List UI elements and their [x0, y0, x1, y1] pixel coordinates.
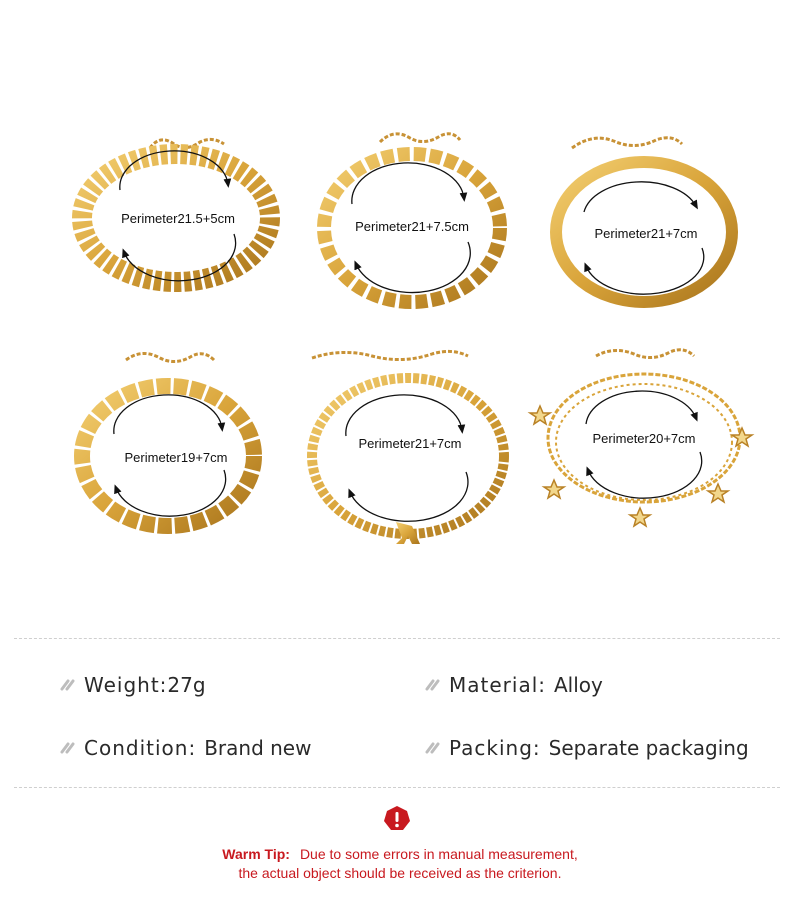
spec-packing: [425, 736, 749, 760]
bullet-icon: [60, 679, 78, 691]
perimeter-label: Perimeter19+7cm: [124, 450, 228, 465]
bracelet-star-charm: [524, 346, 764, 586]
bracelet-star-charm-image: [524, 346, 764, 586]
warm-tip-line-2: [0, 865, 800, 881]
spec-value: 27g: [167, 673, 206, 697]
spec-label: Material:: [449, 673, 546, 697]
spec-material: [425, 673, 603, 697]
bracelet-fishbone-image: [58, 118, 298, 358]
divider-top: [14, 638, 780, 639]
spec-value: Separate packaging: [548, 736, 749, 760]
bracelet-bean-chain-image: [292, 118, 532, 358]
bullet-icon: [425, 742, 443, 754]
bracelet-curb-chain: [290, 346, 530, 586]
bracelet-heart-chain: [56, 346, 296, 586]
bracelet-heart-chain-image: [56, 346, 296, 586]
bracelet-snake-chain: [526, 118, 766, 358]
perimeter-label: Perimeter21+7cm: [594, 226, 698, 241]
perimeter-label: Perimeter21+7.5cm: [355, 219, 469, 234]
bracelet-curb-chain-image: [290, 346, 530, 586]
perimeter-label: Perimeter21.5+5cm: [121, 211, 235, 226]
warm-tip-text-2: the actual object should be received as the criterion.: [238, 865, 562, 881]
warm-tip-label: Warm Tip:: [222, 846, 290, 862]
spec-value: Brand new: [204, 736, 312, 760]
perimeter-label: Perimeter20+7cm: [592, 431, 696, 446]
bullet-icon: [425, 679, 443, 691]
spec-label: Packing:: [449, 736, 541, 760]
spec-label: Weight:: [84, 673, 168, 697]
spec-weight: [60, 673, 206, 697]
warning-icon: [383, 805, 411, 833]
divider-bottom: [14, 787, 780, 788]
warm-tip-line-1: [0, 846, 800, 862]
bracelet-fishbone: [58, 118, 298, 358]
spec-value: Alloy: [554, 673, 603, 697]
warm-tip-text-1: Due to some errors in manual measurement,: [299, 846, 578, 862]
perimeter-label: Perimeter21+7cm: [358, 436, 462, 451]
bullet-icon: [60, 742, 78, 754]
spec-label: Condition:: [84, 736, 197, 760]
spec-condition: [60, 736, 311, 760]
bracelet-bean-chain: [292, 118, 532, 358]
